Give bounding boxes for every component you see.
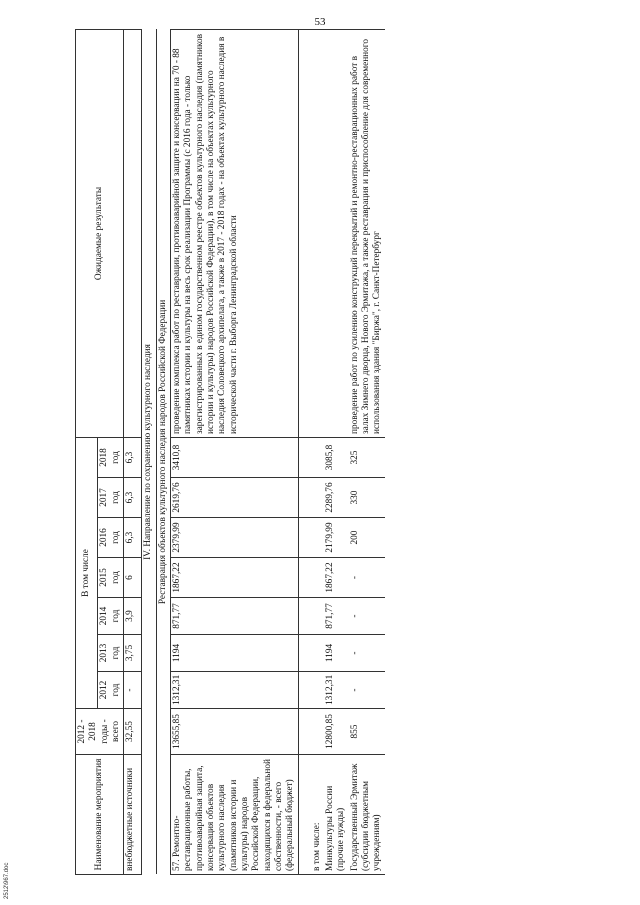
row-total: 13655,85: [170, 709, 298, 755]
row-name: 57. Ремонтно-реставрационные работы, противоаварийная защита, консервация объектов культурного наследия (памятников истории и культуры) народов Российской Федерации, находящихся в федеральной собственности, - всего (федеральный бюджет): [170, 755, 298, 875]
cell-value: 2179,99: [324, 518, 349, 558]
table-row: [349, 30, 385, 875]
row-total: 855: [349, 709, 385, 755]
header-year: 2012 год: [98, 672, 124, 709]
row-name: в том числе:: [298, 755, 324, 875]
cell-value: 871,77: [170, 598, 298, 635]
cell-value: 1312,31: [170, 672, 298, 709]
header-name: Наименование мероприятия: [76, 755, 124, 875]
cell-value: 200: [349, 518, 385, 558]
cell-value: -: [349, 635, 385, 672]
cell-value: 2619,76: [170, 478, 298, 518]
cell-value: 330: [349, 478, 385, 518]
header-total: 2012 - 2018 годы - всего: [76, 709, 124, 755]
header-in-that: В том числе: [76, 438, 98, 709]
cell-value: 325: [349, 438, 385, 478]
table-row: [298, 30, 324, 875]
row-name: внебюджетные источники: [124, 755, 142, 875]
row-result: [324, 30, 349, 438]
cell-value: 2379,99: [170, 518, 298, 558]
cell-value: -: [124, 672, 142, 709]
cell-value: 2289,76: [324, 478, 349, 518]
cell-value: -: [349, 672, 385, 709]
section-row: [142, 30, 156, 875]
section-title: IV. Направление по сохранению культурного наследия: [142, 30, 156, 875]
header-results: Ожидаемые результаты: [76, 30, 124, 438]
header-year: 2015 год: [98, 558, 124, 598]
cell-value: 871,77: [324, 598, 349, 635]
header-year: 2018 год: [98, 438, 124, 478]
row-result: проведение комплекса работ по реставрации, противоаварийной защите и консервации на 70 - 88 памятниках истории и культуры на весь срок реализации Программы (с 2016 года - только зарегистрированных в едином государственном реестре объектов культурного наследия (памятников истории и культуры) народов Российской Федерации), в том числе на объектах культурного наследия Соловецкого архипелага, а также в 2017 - 2018 годах - на объектах культурного наследия в исторической части г. Выборга Ленинградской области: [170, 30, 298, 438]
row-total: 12800,85: [324, 709, 349, 755]
subsection-title: Реставрация объектов культурного наследия народов Российской Федерации: [156, 30, 170, 875]
table-row: [124, 30, 142, 875]
program-table: [75, 29, 385, 875]
table-row: [324, 30, 349, 875]
row-name: Минкультуры России (прочие нужды): [324, 755, 349, 875]
row-result: [124, 30, 142, 438]
page-number: 53: [314, 16, 326, 28]
header-year: 2013 год: [98, 635, 124, 672]
cell-value: 1867,22: [324, 558, 349, 598]
cell-value: 6,3: [124, 438, 142, 478]
row-result: проведение работ по усилению конструкций перекрытий и ремонтно-реставрационных работ в залах Зимнего дворца, Нового Эрмитажа, а также реставрация и приспособление для современного использования здания "Биржа", г. Санкт-Петербург: [349, 30, 385, 438]
cell-value: 1194: [324, 635, 349, 672]
cell-value: 1312,31: [324, 672, 349, 709]
footer: [4, 829, 20, 899]
header-year: 2016 год: [98, 518, 124, 558]
rotated-page: [75, 30, 640, 875]
row-name: Государственный Эрмитаж (субсидии бюджетным учреждениям): [349, 755, 385, 875]
cell-value: 1194: [170, 635, 298, 672]
cell-value: 6,3: [124, 518, 142, 558]
row-total: 32,55: [124, 709, 142, 755]
cell-value: 3,9: [124, 598, 142, 635]
header-year: 2017 год: [98, 478, 124, 518]
cell-value: -: [349, 558, 385, 598]
subsection-row: [156, 30, 170, 875]
cell-value: 6,3: [124, 478, 142, 518]
cell-value: 3085,8: [324, 438, 349, 478]
cell-value: -: [349, 598, 385, 635]
cell-value: 3410,8: [170, 438, 298, 478]
cell-value: 1867,22: [170, 558, 298, 598]
cell-value: 6: [124, 558, 142, 598]
header-year: 2014 год: [98, 598, 124, 635]
footer-filename: 2512\967.doc: [4, 862, 10, 899]
cell-value: 3,75: [124, 635, 142, 672]
table-row: [170, 30, 298, 875]
